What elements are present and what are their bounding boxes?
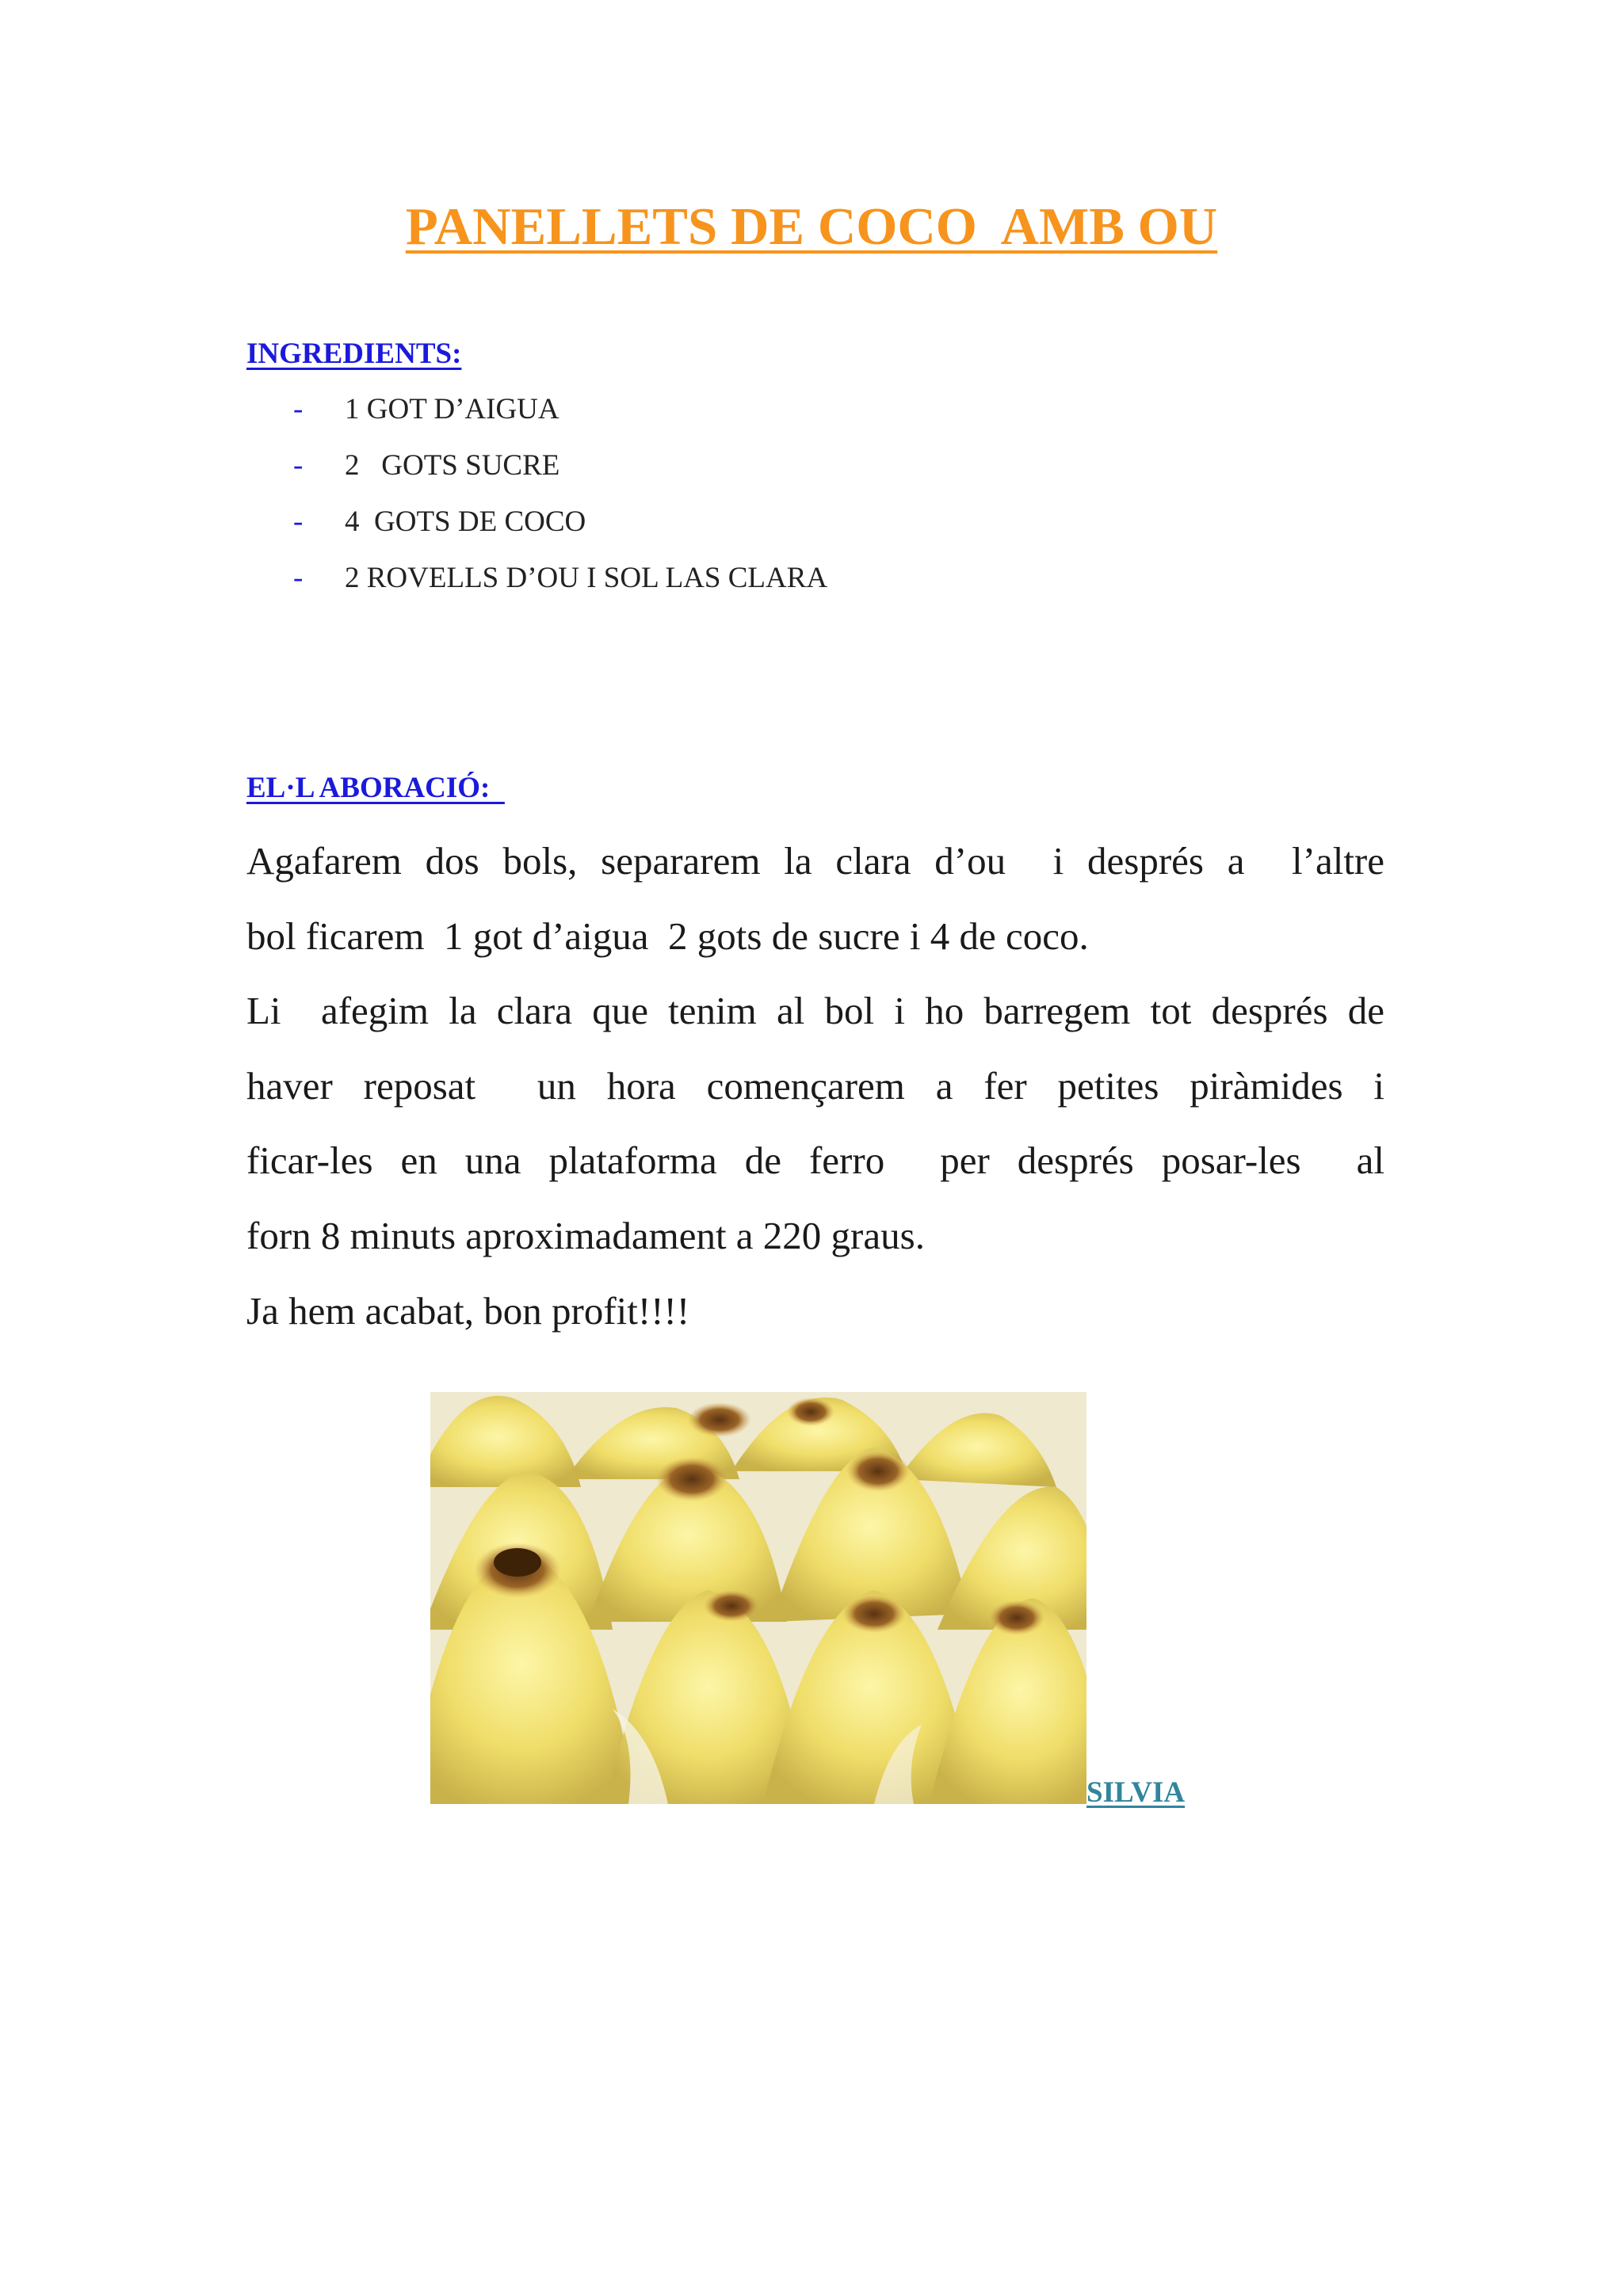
- text-line: Li afegim la clara que tenim al bol i ho barregem tot després de: [246, 989, 1384, 1033]
- ingredient-text: 1 GOT D’AIGUA: [345, 393, 559, 425]
- bullet-dash: -: [293, 562, 304, 594]
- recipe-title: PANELLETS DE COCO AMB OU: [405, 197, 1218, 256]
- bullet-dash: -: [293, 449, 304, 482]
- text-line: ficar-les en una plataforma de ferro per després posar-les al: [246, 1138, 1384, 1183]
- bullet-dash: -: [293, 505, 304, 538]
- author-name: SILVIA: [1086, 1776, 1186, 1809]
- text-line: Ja hem acabat, bon profit!!!!: [246, 1288, 690, 1333]
- coconut-macaroons-photo: [430, 1392, 1086, 1804]
- list-item: [0, 448, 560, 505]
- list-item: [0, 505, 586, 561]
- elaboration-text: [246, 824, 1384, 1348]
- text-line: Agafarem dos bols, separarem la clara d’ou i després a l’altre: [246, 839, 1384, 883]
- bullet-dash: -: [293, 393, 304, 425]
- text-line: haver reposat un hora començarem a fer petites piràmides i: [246, 1063, 1384, 1108]
- list-item: [0, 561, 828, 617]
- text-line: forn 8 minuts aproximadament a 220 graus.: [246, 1213, 925, 1257]
- ingredient-text: 2 GOTS SUCRE: [345, 449, 560, 482]
- list-item: [0, 392, 559, 448]
- ingredient-text: 2 ROVELLS D’OU I SOL LAS CLARA: [345, 562, 828, 594]
- ingredient-text: 4 GOTS DE COCO: [345, 505, 586, 538]
- ingredients-list: [0, 392, 828, 617]
- elaboration-heading: EL·L ABORACIÓ:: [246, 772, 505, 804]
- ingredients-heading: INGREDIENTS:: [246, 338, 462, 370]
- text-line: bol ficarem 1 got d’aigua 2 gots de sucre i 4 de coco.: [246, 913, 1089, 958]
